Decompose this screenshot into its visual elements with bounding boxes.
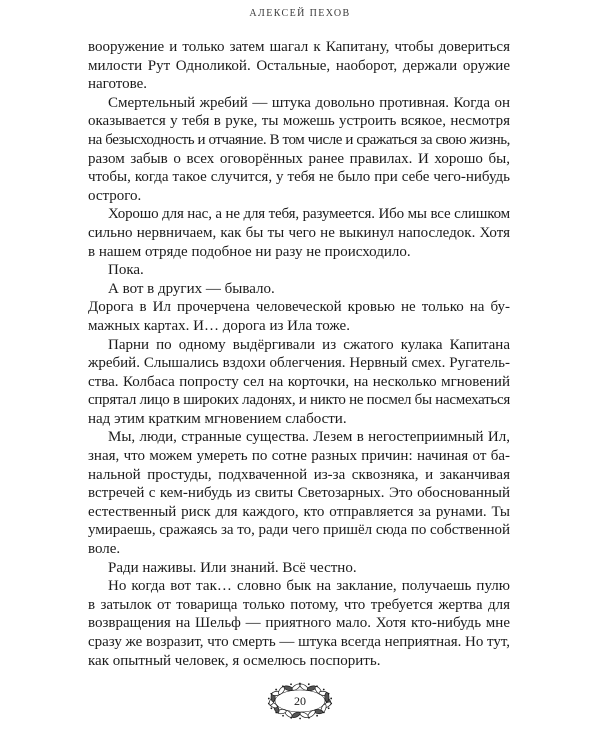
- text-line: [88, 521, 510, 540]
- text-line: [88, 298, 510, 317]
- text-line: [88, 38, 510, 57]
- text-line: [88, 187, 510, 206]
- text-line-content: острого.: [88, 187, 142, 204]
- text-line-content: над этим кратким мгновением слабости.: [88, 410, 347, 427]
- text-line: [88, 614, 510, 633]
- wreath-leaf: [291, 711, 301, 719]
- text-line: [88, 57, 510, 76]
- paragraph: [88, 261, 510, 280]
- text-line-content: мажных картах. И… дорога из Ила тоже.: [88, 317, 350, 334]
- text-line-content: милости Рут Одноликой. Остальные, наоборот, держали оружие: [88, 57, 510, 74]
- wreath-berry: [308, 683, 310, 685]
- text-line-content: воле.: [88, 541, 121, 558]
- text-line: [88, 410, 510, 429]
- text-line: [88, 391, 510, 410]
- wreath-berry: [282, 715, 284, 717]
- text-line: [88, 261, 510, 280]
- page-number-ornament: [264, 681, 336, 721]
- text-line: [88, 280, 510, 299]
- text-line: [88, 131, 510, 150]
- text-line: [88, 577, 510, 596]
- text-line: [88, 205, 510, 224]
- paragraph: [88, 577, 510, 670]
- text-line-content: Мы, люди, странные существа. Лезем в негостеприимный Ил,: [108, 429, 510, 446]
- text-line-content: спрятал лицо в широких ладонях, и никто не посмел бы насмехаться: [88, 392, 510, 409]
- paragraph: [88, 94, 510, 206]
- text-line-content: естественный риск для каждого, кто отправляется за рунами. Ты: [88, 503, 510, 520]
- text-line-content: в затылок от товарища только потому, что требуется жертва для: [88, 596, 510, 613]
- text-line: [88, 224, 510, 243]
- text-line: [88, 447, 510, 466]
- text-line: [88, 243, 510, 262]
- text-line: [88, 540, 510, 559]
- paragraph: [88, 428, 510, 558]
- body-text: [88, 38, 510, 670]
- wreath-berry: [323, 689, 325, 691]
- paragraph: [88, 38, 510, 94]
- text-line: [88, 150, 510, 169]
- text-line-content: зная, что можем умереть по сотне разных причин: начиная от ба-: [88, 448, 510, 465]
- text-line-content: А вот в других — бывало.: [108, 280, 275, 297]
- text-line: [88, 317, 510, 336]
- text-line-content: Ради наживы. Или знаний. Всё честно.: [108, 559, 357, 576]
- page-number: 20: [294, 694, 306, 708]
- text-line-content: сразу же возразит, что смерть — штука всегда неприятная. Но тут,: [88, 634, 510, 650]
- wreath-berry: [275, 689, 277, 691]
- paragraph: [88, 280, 510, 299]
- text-line-content: Пока.: [108, 262, 144, 279]
- text-line-content: ства. Колбаса попросту сел на корточки, на несколько мгновений: [88, 373, 510, 390]
- text-line-content: Смертельный жребий — штука довольно противная. Когда он: [108, 94, 510, 111]
- text-line: [88, 168, 510, 187]
- text-line-content: чтобы, когда такое случится, у тебя не было при себе чего-нибудь: [88, 169, 510, 186]
- text-line-content: вооружение и только затем шагал к Капитану, чтобы довериться: [88, 39, 510, 55]
- paragraph: [88, 559, 510, 578]
- wreath-berry: [316, 715, 318, 717]
- text-line: [88, 373, 510, 392]
- text-line-content: Дорога в Ил прочерчена человеческой кровью не только на бу-: [88, 299, 510, 316]
- text-line-content: на безысходность и отчаяние. В том числе и сражаться за свою жизнь,: [88, 131, 510, 148]
- text-line-content: нальной простуды, подхваченной из-за сквозняка, и заканчивая: [88, 466, 510, 483]
- text-line-content: возвращения на Шельф — приятного мало. Хотя кто-нибудь мне: [88, 615, 510, 632]
- wreath-berry: [282, 685, 284, 687]
- text-line: [88, 596, 510, 615]
- paragraph: [88, 336, 510, 429]
- text-line: [88, 336, 510, 355]
- text-line: [88, 354, 510, 373]
- wreath-berry: [290, 683, 292, 685]
- text-line-content: сильно нервничаем, как бы ты чего не выкинул напоследок. Хотя: [88, 224, 510, 241]
- text-line-content: наготове.: [88, 76, 148, 93]
- text-line-content: в нашем отряде подобное ни разу не происходило.: [88, 243, 411, 260]
- text-line: [88, 652, 510, 671]
- paragraph: [88, 298, 510, 335]
- text-line: [88, 428, 510, 447]
- text-line: [88, 484, 510, 503]
- paragraph: [88, 205, 510, 261]
- text-line-content: Парни по одному выдёргивали из сжатого кулака Капитана: [108, 336, 510, 353]
- text-line: [88, 75, 510, 94]
- text-line: [88, 94, 510, 113]
- text-line-content: оказывается у тебя в руке, ты можешь устроить всякое, несмотря: [88, 113, 510, 130]
- text-line-content: встречей с кем-нибудь из свиты Светозарных. Это обоснованный: [88, 485, 510, 502]
- text-line: [88, 112, 510, 131]
- text-line: [88, 559, 510, 578]
- text-line-content: Но когда вот так… словно бык на заклание, получаешь пулю: [108, 578, 510, 595]
- text-line-content: Хорошо для нас, а не для тебя, разумеется. Ибо мы все слишком: [108, 206, 510, 223]
- text-line-content: как опытный человек, я осмелюсь поспорить.: [88, 652, 381, 669]
- running-head-author: АЛЕКСЕЙ ПЕХОВ: [249, 8, 351, 19]
- wreath-leaf: [299, 711, 309, 719]
- text-line: [88, 633, 510, 652]
- text-line-content: разом забыв о всех оговорённых ранее правилах. И хорошо бы,: [88, 150, 510, 167]
- text-line: [88, 466, 510, 485]
- wreath-berry: [299, 718, 301, 720]
- text-line: [88, 503, 510, 522]
- text-line-content: жребий. Слышались вздохи облегчения. Нервный смех. Ругатель-: [88, 355, 510, 372]
- text-line-content: умираешь, сражаясь за то, ради чего пришёл сюда по собственной: [88, 522, 510, 539]
